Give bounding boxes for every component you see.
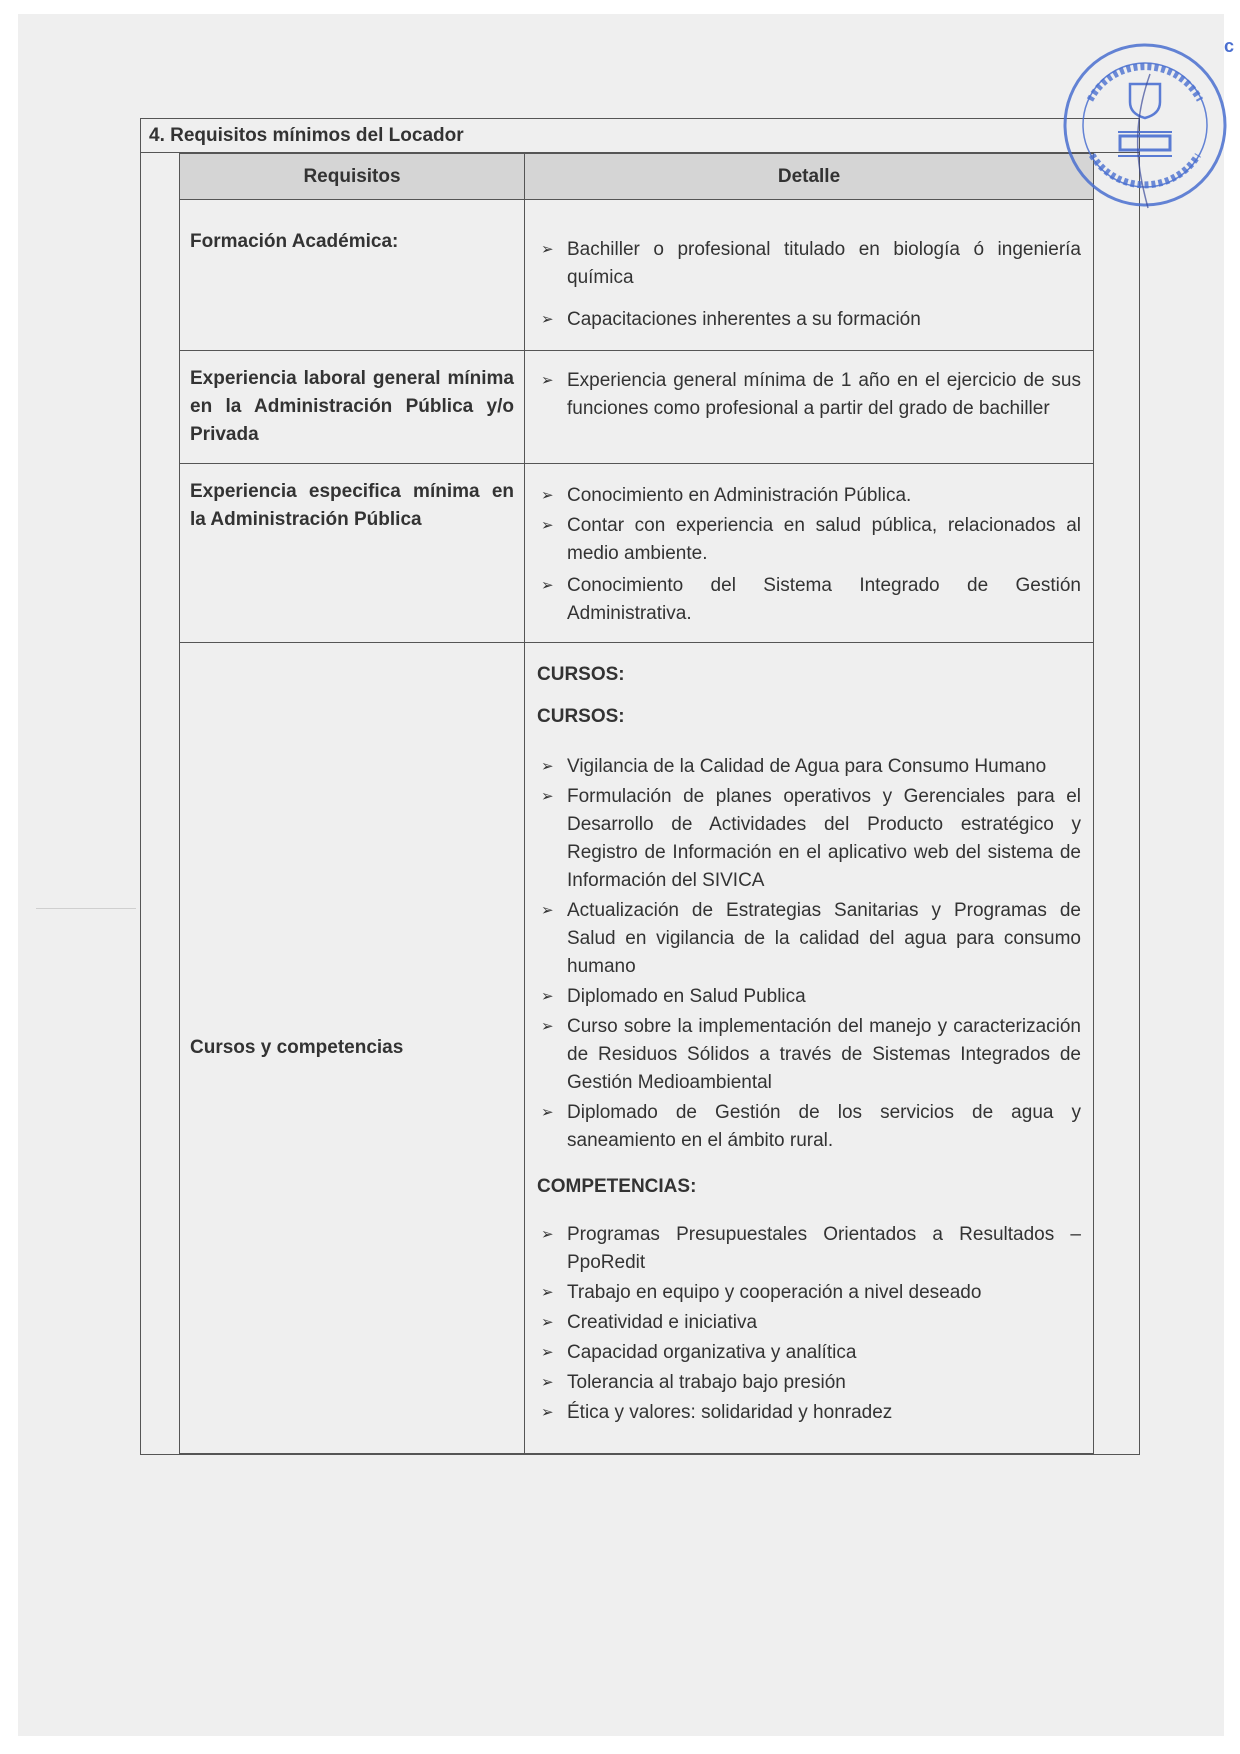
cursos-label: CURSOS: <box>537 664 625 685</box>
requirement-cell <box>180 464 525 643</box>
list-item: ➢ Conocimiento en Administración Pública. <box>537 482 1081 510</box>
header-detalle: Detalle <box>525 154 1094 200</box>
list-item: ➢ Trabajo en equipo y cooperación a nivel deseado <box>537 1279 1081 1307</box>
list-item: ➢ Creatividad e iniciativa <box>537 1309 1081 1337</box>
requirements-table <box>179 153 1094 1454</box>
requirement-label: Formación Académica: <box>190 231 399 252</box>
list-item: ➢ Vigilancia de la Calidad de Agua para Consumo Humano <box>537 753 1081 781</box>
scan-artifact-line <box>36 908 136 909</box>
cursos-label: CURSOS: <box>537 706 625 727</box>
table-row <box>180 643 1094 1454</box>
requirement-cell <box>180 351 525 464</box>
detail-cell <box>525 464 1094 643</box>
list-item: ➢ Capacitaciones inherentes a su formación <box>537 306 1081 334</box>
list-item: ➢ Formulación de planes operativos y Gerenciales para el Desarrollo de Actividades del Producto estratégico y Registro de Información en el aplicativo web del sistema de Información del SIVICA <box>537 783 1081 895</box>
detail-cell <box>525 643 1094 1454</box>
header-requisitos: Requisitos <box>180 154 525 200</box>
cursos-list <box>537 753 1081 1155</box>
requirement-cell <box>180 643 525 1454</box>
table-row <box>180 200 1094 351</box>
competencias-list <box>537 1221 1081 1427</box>
competencias-label: COMPETENCIAS: <box>537 1176 697 1197</box>
corner-mark: c <box>1223 36 1234 56</box>
detail-list <box>537 482 1081 628</box>
list-item: ➢ Conocimiento del Sistema Integrado de Gestión Administrativa. <box>537 572 1081 628</box>
table-gutter <box>141 153 179 1454</box>
section-body <box>141 153 1139 1454</box>
requirement-label: Cursos y competencias <box>190 1037 404 1058</box>
detail-list <box>537 236 1081 334</box>
requirement-cell <box>180 200 525 351</box>
list-item: ➢ Ética y valores: solidaridad y honradez <box>537 1399 1081 1427</box>
requirements-section <box>140 118 1140 1455</box>
list-item: ➢ Contar con experiencia en salud pública, relacionados al medio ambiente. <box>537 512 1081 568</box>
list-item: ➢ Programas Presupuestales Orientados a Resultados – PpoRedit <box>537 1221 1081 1277</box>
section-title: 4. Requisitos mínimos del Locador <box>141 119 1139 153</box>
list-item: ➢ Tolerancia al trabajo bajo presión <box>537 1369 1081 1397</box>
table-header-row <box>180 154 1094 200</box>
list-item: ➢ Actualización de Estrategias Sanitarias y Programas de Salud en vigilancia de la calidad del agua para consumo humano <box>537 897 1081 981</box>
list-item: ➢ Curso sobre la implementación del manejo y caracterización de Residuos Sólidos a través de Sistemas Integrados de Gestión Medioambiental <box>537 1013 1081 1097</box>
list-item: ➢ Diplomado en Salud Publica <box>537 983 1081 1011</box>
detail-list <box>537 367 1081 423</box>
requirement-label: Experiencia laboral general mínima en la Administración Pública y/o Privada <box>190 368 514 445</box>
table-row <box>180 351 1094 464</box>
detail-cell <box>525 351 1094 464</box>
detail-cell <box>525 200 1094 351</box>
requirement-label: Experiencia especifica mínima en la Administración Pública <box>190 481 514 530</box>
list-item: ➢ Capacidad organizativa y analítica <box>537 1339 1081 1367</box>
list-item: ➢ Diplomado de Gestión de los servicios de agua y saneamiento en el ámbito rural. <box>537 1099 1081 1155</box>
list-item: ➢ Experiencia general mínima de 1 año en el ejercicio de sus funciones como profesional a partir del grado de bachiller <box>537 367 1081 423</box>
table-row <box>180 464 1094 643</box>
list-item: ➢ Bachiller o profesional titulado en biología ó ingeniería química <box>537 236 1081 292</box>
